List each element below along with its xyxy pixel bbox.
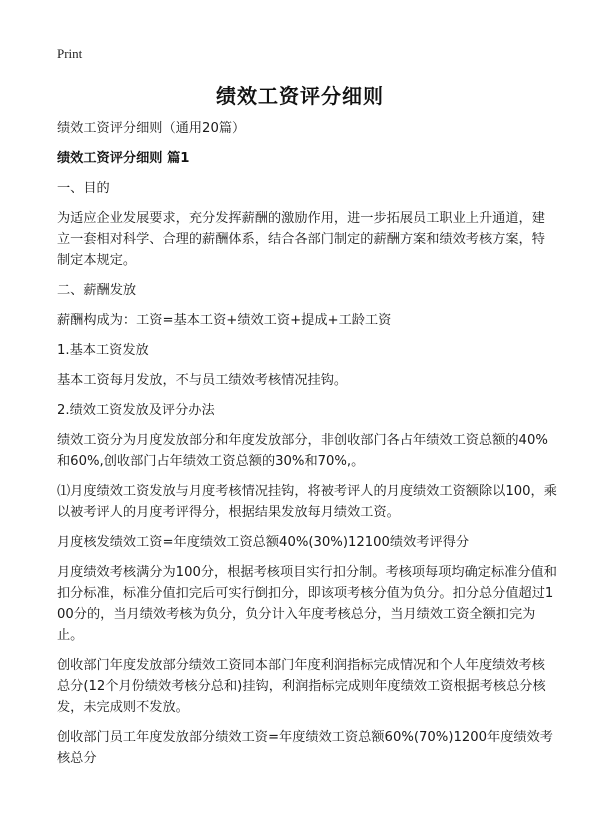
heading-purpose: 一、目的 [57,181,110,196]
document-title: 绩效工资评分细则 [216,84,384,108]
section-heading: 绩效工资评分细则 篇1 [57,151,190,166]
heading-salary-payment: 二、薪酬发放 [57,283,137,298]
paragraph-monthly-scoring: 月度绩效考核满分为100分，根据考核项目实行扣分制。考核项每项均确定标准分值和扣分标准，标准分值扣完后可实行倒扣分，即该项考核分值为负分。扣分总分值超过100分的，当月绩效考核为负分，负分计入年度考核总分，当月绩效工资全额扣完为止。 [57,565,557,643]
paragraph-purpose: 为适应企业发展要求，充分发挥薪酬的激励作用，进一步拓展员工职业上升通道，建立一套相对科学、合理的薪酬体系，结合各部门制定的薪酬方案和绩效考核方案，特制定本规定。 [57,211,545,268]
paragraph-salary-composition: 薪酬构成为：工资=基本工资+绩效工资+提成+工龄工资 [57,313,392,328]
document-body [57,118,557,778]
paragraph-annual-payment: 创收部门年度发放部分绩效工资同本部门年度利润指标完成情况和个人年度绩效考核总分(12个月份绩效考核分总和)挂钩，利润指标完成则年度绩效工资根据考核总分核发，未完成则不发放。 [57,658,546,715]
heading-performance-salary: 2.绩效工资发放及评分办法 [57,403,215,418]
paragraph-performance-split: 绩效工资分为月度发放部分和年度发放部分，非创收部门各占年绩效工资总额的40%和60%,创收部门占年绩效工资总额的30%和70%,。 [57,433,548,469]
paragraph-monthly-formula: 月度核发绩效工资=年度绩效工资总额40%(30%)12100绩效考评得分 [57,535,470,550]
paragraph-annual-formula: 创收部门员工年度发放部分绩效工资=年度绩效工资总额60%(70%)1200年度绩效考核总分 [57,730,553,766]
heading-basic-salary: 1.基本工资发放 [57,343,149,358]
paragraph-monthly-payment: ⑴月度绩效工资发放与月度考核情况挂钩，将被考评人的月度绩效工资额除以100，乘以被考评人的月度考评得分，根据结果发放每月绩效工资。 [57,484,557,520]
paragraph-basic-salary: 基本工资每月发放，不与员工绩效考核情况挂钩。 [57,373,348,388]
print-label: Print [57,46,83,61]
paragraph-subtitle: 绩效工资评分细则（通用20篇） [57,121,246,136]
